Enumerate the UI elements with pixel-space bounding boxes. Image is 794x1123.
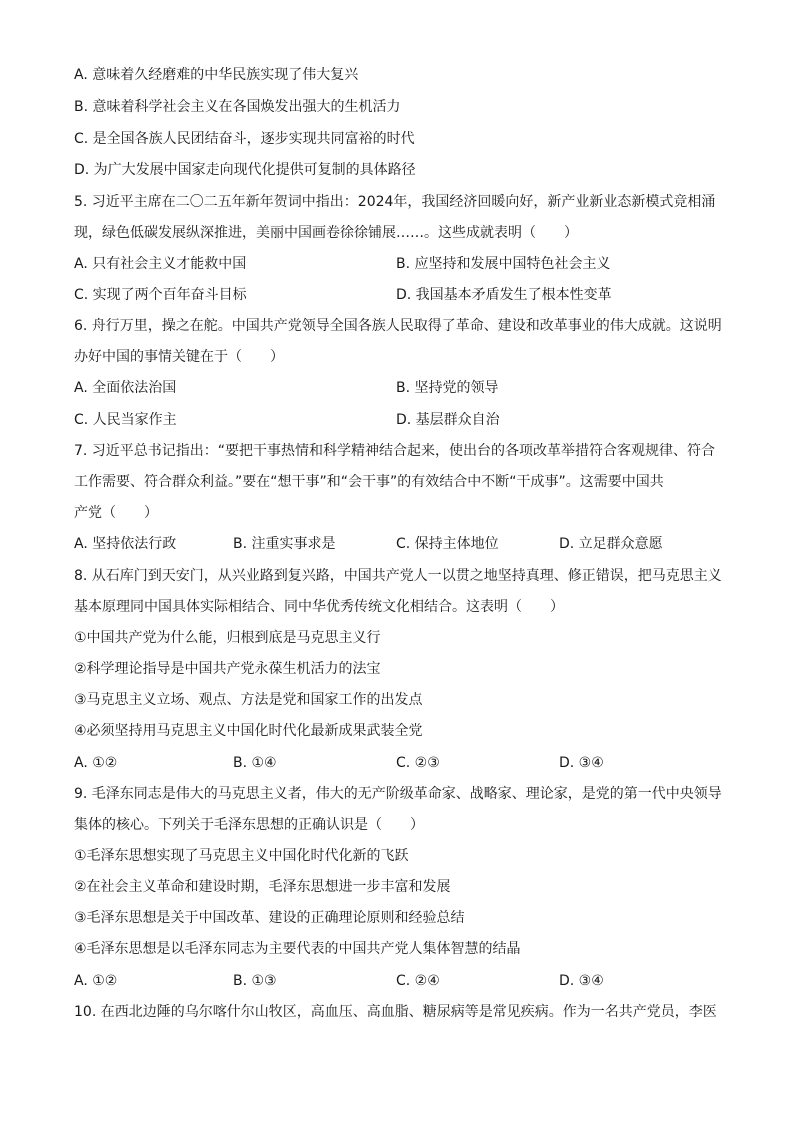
q8-stem-line2: 基本原理同中国具体实际相结合、同中华优秀传统文化相结合。这表明（ ） [74, 599, 564, 615]
q9-stem-line1: 9. 毛泽东同志是伟大的马克思主义者，伟大的无产阶级革命家、战略家、理论家，是党的第一代中央领导 [74, 786, 722, 802]
q7-option-d: D. 立足群众意愿 [559, 536, 663, 552]
prev-option-d: D. 为广大发展中国家走向现代化提供可复制的具体路径 [74, 162, 416, 178]
q7-stem-line3: 产党（ ） [74, 505, 158, 521]
q7-option-a: A. 坚持依法行政 [74, 536, 177, 552]
q9-option-a: A. ①② [74, 973, 118, 989]
q6-option-d: D. 基层群众自治 [396, 412, 500, 428]
q8-stem-line1: 8. 从石库门到天安门，从兴业路到复兴路，中国共产党人一以贯之地坚持真理、修正错误，把马克思主义 [74, 568, 722, 584]
q9-stem-line2: 集体的核心。下列关于毛泽东思想的正确认识是（ ） [74, 817, 424, 833]
q9-option-c: C. ②④ [396, 973, 440, 989]
q5-option-c: C. 实现了两个百年奋斗目标 [74, 287, 247, 303]
prev-option-a: A. 意味着久经磨难的中华民族实现了伟大复兴 [74, 67, 359, 83]
q9-item-3: ③毛泽东思想是关于中国改革、建设的正确理论原则和经验总结 [74, 910, 465, 926]
q9-item-2: ②在社会主义革命和建设时期，毛泽东思想进一步丰富和发展 [74, 879, 451, 895]
q5-stem-line2: 现，绿色低碳发展纵深推进，美丽中国画卷徐徐铺展……。这些成就表明（ ） [74, 225, 578, 241]
q6-option-c: C. 人民当家作主 [74, 412, 177, 428]
q9-item-4: ④毛泽东思想是以毛泽东同志为主要代表的中国共产党人集体智慧的结晶 [74, 941, 521, 957]
q5-option-a: A. 只有社会主义才能救中国 [74, 256, 247, 272]
q7-option-c: C. 保持主体地位 [396, 536, 499, 552]
q9-option-b: B. ①③ [233, 973, 277, 989]
q6-option-b: B. 坚持党的领导 [396, 380, 499, 396]
q8-item-1: ①中国共产党为什么能，归根到底是马克思主义行 [74, 630, 381, 646]
q5-option-d: D. 我国基本矛盾发生了根本性变革 [396, 287, 612, 303]
prev-option-c: C. 是全国各族人民团结奋斗，逐步实现共同富裕的时代 [74, 131, 415, 147]
q6-stem-line1: 6. 舟行万里，操之在舵。中国共产党领导全国各族人民取得了革命、建设和改革事业的伟大成就。这说明 [74, 318, 722, 334]
q9-item-1: ①毛泽东思想实现了马克思主义中国化时代化新的飞跃 [74, 848, 409, 864]
q8-option-b: B. ①④ [233, 755, 277, 771]
q5-stem-line1: 5. 习近平主席在二〇二五年新年贺词中指出：2024年，我国经济回暖向好，新产业新业态新模式竞相涌 [74, 194, 716, 210]
q8-item-4: ④必须坚持用马克思主义中国化时代化最新成果武装全党 [74, 723, 423, 739]
q8-item-2: ②科学理论指导是中国共产党永葆生机活力的法宝 [74, 661, 381, 677]
q8-option-c: C. ②③ [396, 755, 440, 771]
prev-option-b: B. 意味着科学社会主义在各国焕发出强大的生机活力 [74, 99, 401, 115]
q5-option-b: B. 应坚持和发展中国特色社会主义 [396, 256, 611, 272]
q7-stem-line1: 7. 习近平总书记指出：“要把干事热情和科学精神结合起来，使出台的各项改革举措符合客观规律、符合 [74, 443, 716, 459]
q7-option-b: B. 注重实事求是 [233, 536, 336, 552]
q10-stem-line1: 10. 在西北边陲的乌尔喀什尔山牧区，高血压、高血脂、糖尿病等是常见疾病。作为一名共产党员，李医 [74, 1004, 717, 1020]
q8-item-3: ③马克思主义立场、观点、方法是党和国家工作的出发点 [74, 692, 423, 708]
q9-option-d: D. ③④ [559, 973, 604, 989]
q8-option-d: D. ③④ [559, 755, 604, 771]
q6-option-a: A. 全面依法治国 [74, 380, 177, 396]
q7-stem-line2: 工作需要、符合群众利益。”要在“想干事”和“会干事”的有效结合中不断“干成事”。这需要中国共 [74, 474, 664, 490]
q8-option-a: A. ①② [74, 755, 118, 771]
q6-stem-line2: 办好中国的事情关键在于（ ） [74, 349, 284, 365]
